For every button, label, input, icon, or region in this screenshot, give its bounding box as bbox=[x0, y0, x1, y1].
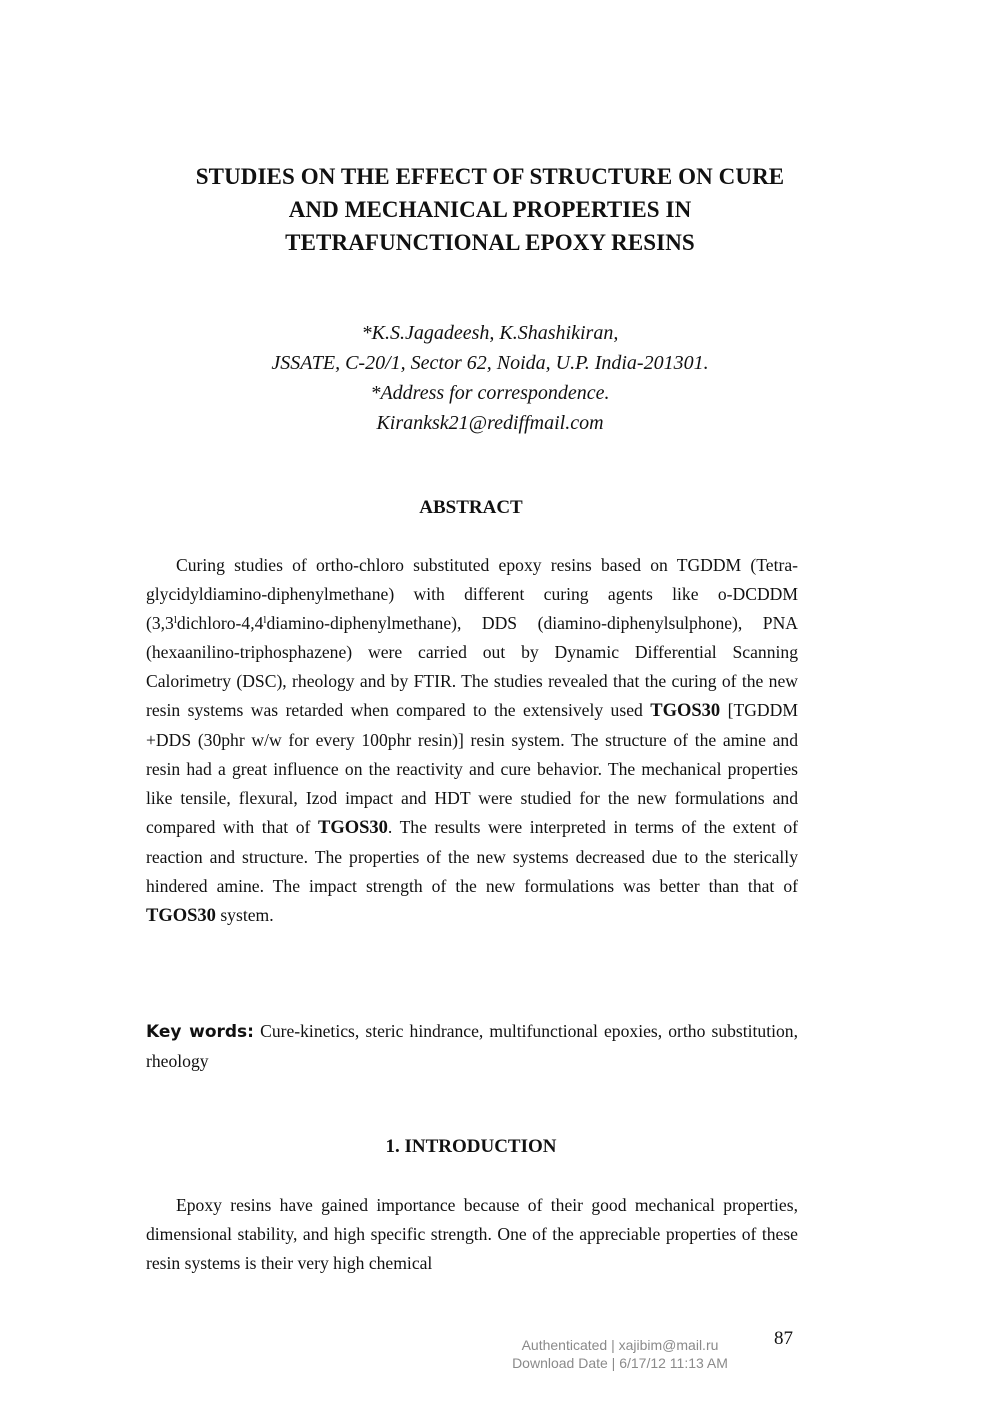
abstract-heading: ABSTRACT bbox=[419, 497, 523, 518]
page-number: 87 bbox=[774, 1328, 793, 1349]
watermark-authenticated: Authenticated | xajibim@mail.ru bbox=[521, 1337, 719, 1353]
author-block bbox=[120, 318, 860, 438]
abstract-text-4: [TGDDM +DDS (30phr w/w for every 100phr resin)] resin system. The structure of the amine and resin had a great influence on the reactivity and cure behavior. The mechanical properties like tensile, flexural, Izod impact and HDT were studied for the new formulations and compared with that of bbox=[146, 700, 798, 837]
keywords-label: Key words: bbox=[146, 1022, 254, 1042]
introduction-heading: 1. INTRODUCTION bbox=[385, 1136, 557, 1157]
abstract-text-1: Curing studies of ortho-chloro substituted epoxy resins based on TGDDM (Tetra-glycidyldiamino-diphenylmethane) with different curing agents like o-DCDDM (3,3 bbox=[146, 555, 798, 633]
tgos30-term-1: TGOS30 bbox=[650, 701, 721, 721]
abstract-text-5: . The results were interpreted in terms of the extent of reaction and structure. The properties of the new systems decreased due to the sterically hindered amine. The impact strength of the new formulations was better than that of bbox=[146, 817, 798, 896]
download-watermark bbox=[470, 1336, 770, 1372]
keywords-text: Cure-kinetics, steric hindrance, multifunctional epoxies, ortho substitution, rheology bbox=[146, 1021, 798, 1071]
abstract-text-3: diamino-diphenylmethane), DDS (diamino-diphenylsulphone), PNA (hexaanilino-triphosphazene) were carried out by Dynamic Differential Scanning Calorimetry (DSC), rheology and by FTIR. The studies revealed that the curing of the new resin systems was retarded when compared to the extensively used bbox=[146, 613, 798, 720]
title-line-3: TETRAFUNCTIONAL EPOXY RESINS bbox=[285, 230, 695, 255]
tgos30-term-3: TGOS30 bbox=[146, 906, 216, 926]
abstract-body bbox=[146, 551, 798, 931]
title-line-2: AND MECHANICAL PROPERTIES IN bbox=[288, 197, 692, 222]
keywords-block bbox=[146, 1017, 798, 1076]
correspondence-note: *Address for correspondence. bbox=[370, 382, 610, 404]
paper-title bbox=[120, 160, 860, 259]
abstract-text-6: system. bbox=[220, 905, 274, 925]
abstract-text-2: dichloro-4,4 bbox=[176, 613, 264, 633]
title-line-1: STUDIES ON THE EFFECT OF STRUCTURE ON CURE bbox=[195, 164, 785, 189]
author-names: *K.S.Jagadeesh, K.Shashikiran, bbox=[361, 322, 619, 344]
introduction-body: Epoxy resins have gained importance because of their good mechanical properties, dimensional stability, and high specific strength. One of the appreciable properties of these resin systems is their very high chemical bbox=[146, 1195, 798, 1273]
author-affiliation: JSSATE, C-20/1, Sector 62, Noida, U.P. India-201301. bbox=[271, 352, 709, 374]
tgos30-term-2: TGOS30 bbox=[317, 818, 388, 838]
prime-mark-1: l bbox=[173, 614, 177, 626]
watermark-download-date: Download Date | 6/17/12 11:13 AM bbox=[512, 1355, 728, 1371]
author-email[interactable]: Kiranksk21@rediffmail.com bbox=[376, 412, 604, 434]
prime-mark-2: l bbox=[263, 614, 267, 626]
